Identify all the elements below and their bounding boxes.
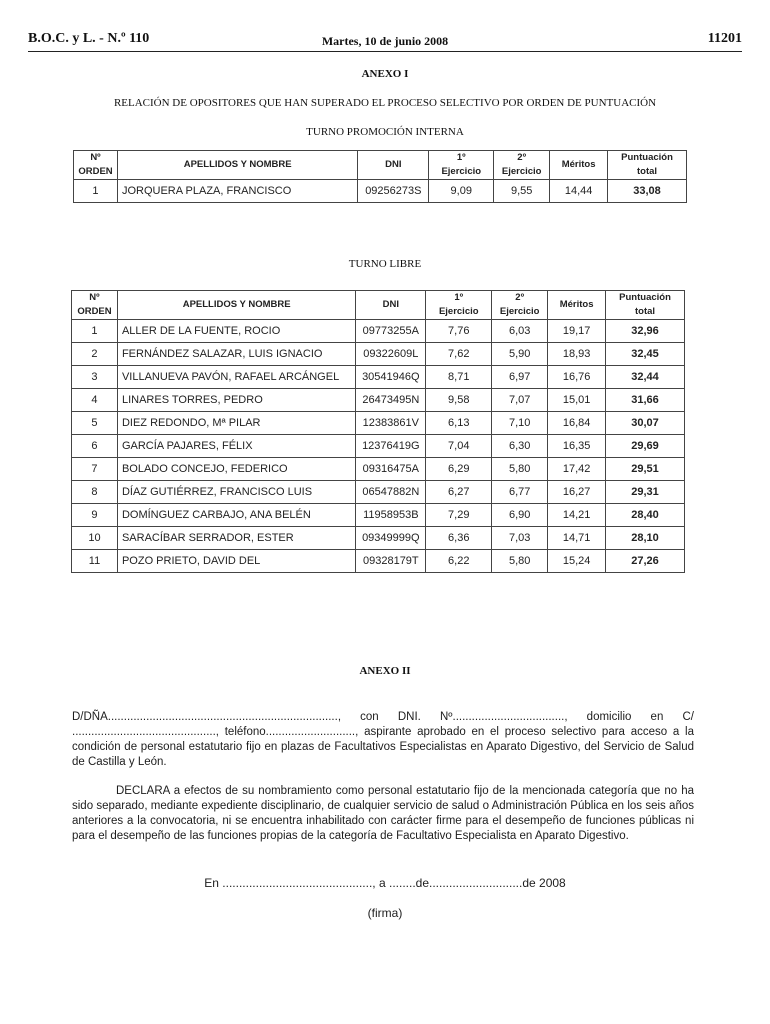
header-orden: Nº ORDEN bbox=[74, 151, 118, 180]
cell-orden: 2 bbox=[72, 343, 118, 366]
cell-orden: 11 bbox=[72, 550, 118, 573]
header-dni: DNI bbox=[356, 291, 426, 320]
header-nombre: APELLIDOS Y NOMBRE bbox=[117, 151, 357, 180]
cell-orden: 10 bbox=[72, 527, 118, 550]
cell-ejercicio1: 6,29 bbox=[426, 458, 492, 481]
header-total: Puntuación total bbox=[608, 151, 687, 180]
turno-promocion-heading: TURNO PROMOCIÓN INTERNA bbox=[306, 126, 464, 138]
cell-meritos: 14,71 bbox=[548, 527, 606, 550]
cell-dni: 09328179T bbox=[356, 550, 426, 573]
libre-table bbox=[71, 290, 685, 573]
cell-ejercicio1: 9,58 bbox=[426, 389, 492, 412]
cell-ejercicio1: 8,71 bbox=[426, 366, 492, 389]
cell-dni: 09256273S bbox=[358, 180, 429, 203]
cell-meritos: 15,01 bbox=[548, 389, 606, 412]
cell-total: 32,44 bbox=[606, 366, 685, 389]
header-dni: DNI bbox=[358, 151, 429, 180]
cell-total: 32,96 bbox=[606, 320, 685, 343]
table-row bbox=[72, 343, 685, 366]
table-row bbox=[72, 389, 685, 412]
anexo2-title: ANEXO II bbox=[359, 665, 411, 677]
cell-meritos: 16,76 bbox=[548, 366, 606, 389]
cell-ejercicio1: 6,22 bbox=[426, 550, 492, 573]
cell-meritos: 16,84 bbox=[548, 412, 606, 435]
cell-total: 30,07 bbox=[606, 412, 685, 435]
header-orden: Nº ORDEN bbox=[72, 291, 118, 320]
table-row bbox=[72, 550, 685, 573]
cell-orden: 3 bbox=[72, 366, 118, 389]
cell-nombre: BOLADO CONCEJO, FEDERICO bbox=[117, 458, 355, 481]
cell-total: 27,26 bbox=[606, 550, 685, 573]
cell-orden: 8 bbox=[72, 481, 118, 504]
cell-dni: 11958953B bbox=[356, 504, 426, 527]
cell-ejercicio1: 6,13 bbox=[426, 412, 492, 435]
cell-ejercicio2: 7,07 bbox=[492, 389, 548, 412]
cell-ejercicio2: 6,77 bbox=[492, 481, 548, 504]
turno-libre-heading: TURNO LIBRE bbox=[348, 258, 422, 270]
cell-meritos: 17,42 bbox=[548, 458, 606, 481]
header-ejercicio2: 2º Ejercicio bbox=[492, 291, 548, 320]
cell-total: 29,31 bbox=[606, 481, 685, 504]
cell-dni: 09322609L bbox=[356, 343, 426, 366]
table-header-row bbox=[74, 151, 687, 180]
cell-nombre: SARACÍBAR SERRADOR, ESTER bbox=[117, 527, 355, 550]
cell-ejercicio1: 7,04 bbox=[426, 435, 492, 458]
cell-total: 33,08 bbox=[608, 180, 687, 203]
anexo1-title: ANEXO I bbox=[361, 68, 409, 80]
cell-ejercicio2: 9,55 bbox=[494, 180, 550, 203]
cell-dni: 09349999Q bbox=[356, 527, 426, 550]
cell-ejercicio2: 7,10 bbox=[492, 412, 548, 435]
cell-meritos: 16,35 bbox=[548, 435, 606, 458]
bulletin-number: B.O.C. y L. - N.º 110 bbox=[28, 31, 150, 46]
libre-table-body bbox=[72, 320, 685, 573]
cell-dni: 09316475A bbox=[356, 458, 426, 481]
cell-nombre: DOMÍNGUEZ CARBAJO, ANA BELÉN bbox=[117, 504, 355, 527]
table-row bbox=[72, 504, 685, 527]
table-row bbox=[72, 458, 685, 481]
cell-ejercicio1: 7,62 bbox=[426, 343, 492, 366]
cell-nombre: VILLANUEVA PAVÓN, RAFAEL ARCÁNGEL bbox=[117, 366, 355, 389]
cell-total: 32,45 bbox=[606, 343, 685, 366]
cell-ejercicio1: 9,09 bbox=[429, 180, 494, 203]
cell-nombre: ALLER DE LA FUENTE, ROCIO bbox=[117, 320, 355, 343]
header-ejercicio2: 2º Ejercicio bbox=[494, 151, 550, 180]
cell-dni: 09773255A bbox=[356, 320, 426, 343]
promocion-table bbox=[73, 150, 687, 203]
page-header bbox=[28, 31, 742, 52]
cell-ejercicio2: 6,03 bbox=[492, 320, 548, 343]
cell-ejercicio2: 5,80 bbox=[492, 458, 548, 481]
publication-date: Martes, 10 de junio 2008 bbox=[321, 34, 449, 48]
table-row bbox=[72, 481, 685, 504]
cell-ejercicio2: 6,97 bbox=[492, 366, 548, 389]
cell-ejercicio1: 7,29 bbox=[426, 504, 492, 527]
cell-nombre: JORQUERA PLAZA, FRANCISCO bbox=[117, 180, 357, 203]
table-row bbox=[72, 435, 685, 458]
cell-ejercicio2: 5,80 bbox=[492, 550, 548, 573]
cell-meritos: 15,24 bbox=[548, 550, 606, 573]
cell-dni: 06547882N bbox=[356, 481, 426, 504]
cell-total: 29,69 bbox=[606, 435, 685, 458]
cell-meritos: 18,93 bbox=[548, 343, 606, 366]
table-header-row bbox=[72, 291, 685, 320]
cell-ejercicio2: 6,90 bbox=[492, 504, 548, 527]
cell-nombre: GARCÍA PAJARES, FÉLIX bbox=[117, 435, 355, 458]
cell-orden: 6 bbox=[72, 435, 118, 458]
table-row bbox=[74, 180, 687, 203]
cell-orden: 5 bbox=[72, 412, 118, 435]
cell-orden: 1 bbox=[72, 320, 118, 343]
anexo1-subtitle: RELACIÓN DE OPOSITORES QUE HAN SUPERADO EL PROCESO SELECTIVO POR ORDEN DE PUNTUACIÓN bbox=[113, 97, 657, 109]
table-row bbox=[72, 412, 685, 435]
header-nombre: APELLIDOS Y NOMBRE bbox=[117, 291, 355, 320]
table-row bbox=[72, 320, 685, 343]
cell-ejercicio2: 7,03 bbox=[492, 527, 548, 550]
cell-nombre: LINARES TORRES, PEDRO bbox=[117, 389, 355, 412]
page-number: 11201 bbox=[707, 31, 742, 46]
cell-total: 29,51 bbox=[606, 458, 685, 481]
cell-nombre: DIEZ REDONDO, Mª PILAR bbox=[117, 412, 355, 435]
cell-ejercicio2: 6,30 bbox=[492, 435, 548, 458]
header-meritos: Méritos bbox=[548, 291, 606, 320]
cell-ejercicio2: 5,90 bbox=[492, 343, 548, 366]
cell-ejercicio1: 6,36 bbox=[426, 527, 492, 550]
header-total: Puntuación total bbox=[606, 291, 685, 320]
cell-meritos: 14,21 bbox=[548, 504, 606, 527]
cell-total: 28,10 bbox=[606, 527, 685, 550]
place-date-line: En ............................................., a ........de............................de 2008 bbox=[204, 876, 566, 890]
cell-orden: 7 bbox=[72, 458, 118, 481]
cell-dni: 26473495N bbox=[356, 389, 426, 412]
header-ejercicio1: 1º Ejercicio bbox=[426, 291, 492, 320]
cell-nombre: FERNÁNDEZ SALAZAR, LUIS IGNACIO bbox=[117, 343, 355, 366]
table-row bbox=[72, 527, 685, 550]
cell-orden: 9 bbox=[72, 504, 118, 527]
cell-dni: 12376419G bbox=[356, 435, 426, 458]
cell-meritos: 14,44 bbox=[550, 180, 608, 203]
cell-nombre: POZO PRIETO, DAVID DEL bbox=[117, 550, 355, 573]
cell-total: 31,66 bbox=[606, 389, 685, 412]
header-ejercicio1: 1º Ejercicio bbox=[429, 151, 494, 180]
applicant-paragraph: D/DÑA........................................................................, con DNI. Nº..................................., domicilio en C/ ............................................., teléfono............................, aspirante aprobado en el proceso selectivo para acceso a la condición de personal estatutario fijo en plazas de Facultativos Especialistas en Aparato Digestivo, del Servicio de Salud de Castilla y León. bbox=[72, 711, 694, 768]
cell-orden: 4 bbox=[72, 389, 118, 412]
header-meritos: Méritos bbox=[550, 151, 608, 180]
signature-label: (firma) bbox=[367, 906, 403, 920]
cell-meritos: 19,17 bbox=[548, 320, 606, 343]
cell-total: 28,40 bbox=[606, 504, 685, 527]
cell-meritos: 16,27 bbox=[548, 481, 606, 504]
declaration-paragraph: DECLARA a efectos de su nombramiento como personal estatutario fijo de la mencionada categoría que no ha sido separado, mediante expediente disciplinario, de cualquier servicio de salud o Administración Pública en los seis años anteriores a la convocatoria, ni se encuentra inhabilitado con carácter firme para el desempeño de funciones públicas ni para el desempeño de las funciones propias de la categoría de Facultativo Especialista en Aparato Digestivo. bbox=[72, 785, 694, 842]
table-row bbox=[72, 366, 685, 389]
cell-ejercicio1: 7,76 bbox=[426, 320, 492, 343]
cell-orden: 1 bbox=[74, 180, 118, 203]
cell-ejercicio1: 6,27 bbox=[426, 481, 492, 504]
anexo2-body bbox=[72, 710, 694, 844]
cell-dni: 30541946Q bbox=[356, 366, 426, 389]
cell-dni: 12383861V bbox=[356, 412, 426, 435]
cell-nombre: DÍAZ GUTIÉRREZ, FRANCISCO LUIS bbox=[117, 481, 355, 504]
